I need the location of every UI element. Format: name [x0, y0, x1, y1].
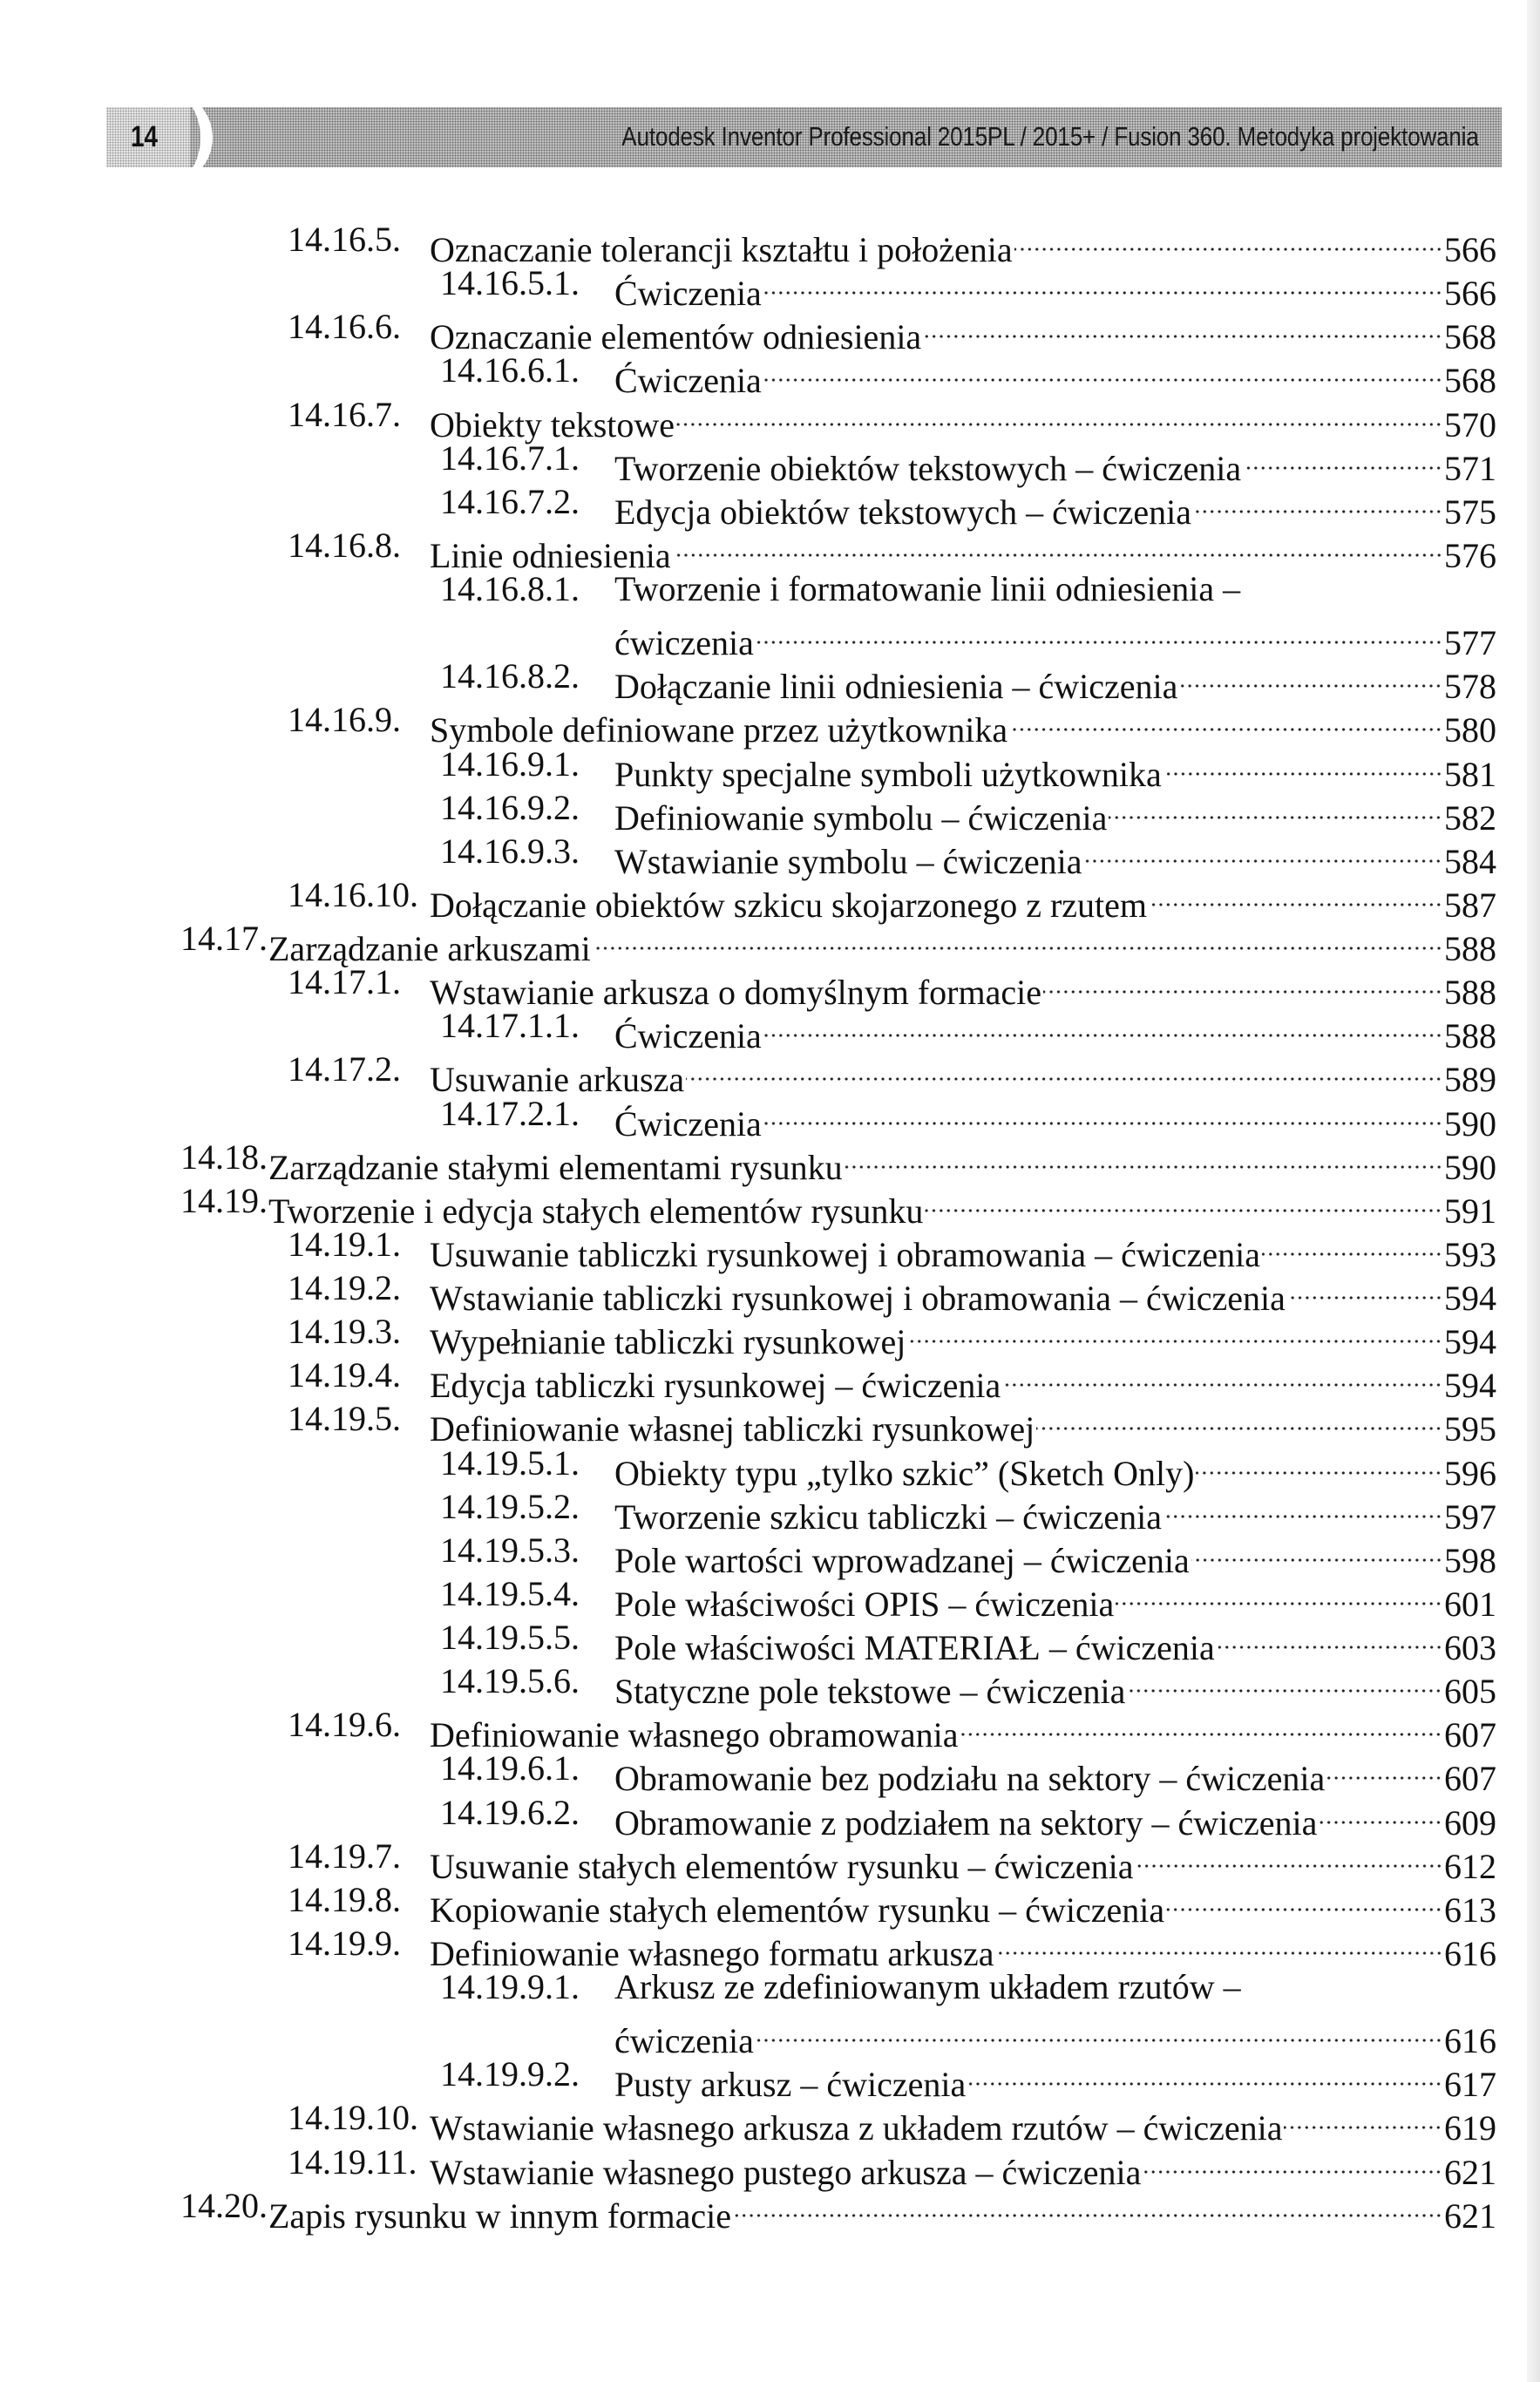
toc-entry-title: Usuwanie tabliczki rysunkowej i obramowania – ćwiczenia: [430, 1234, 1261, 1274]
dot-leader: [673, 524, 1442, 567]
toc-entry-number: 14.19.2.: [288, 1268, 401, 1307]
toc-entry-title: Ćwiczenia: [614, 1103, 762, 1143]
toc-entry-number: 14.19.9.: [288, 1923, 401, 1963]
toc-entry-number: 14.19.5.: [288, 1399, 401, 1439]
toc-entry-title: Definiowanie symbolu – ćwiczenia: [614, 797, 1108, 838]
header-page-number: 14: [131, 120, 159, 153]
toc-entry-number: 14.16.10.: [288, 874, 418, 914]
dot-leader: [756, 2009, 1442, 2053]
toc-entry-number: 14.18.: [180, 1137, 268, 1177]
toc-entry-continuation: [0, 611, 1540, 663]
toc-entry-page-number: 613: [1444, 1890, 1496, 1930]
toc-entry: [0, 1529, 1540, 1580]
toc-entry-number: 14.16.6.: [288, 307, 401, 347]
dot-leader: [1036, 1397, 1442, 1441]
toc-entry-number: 14.16.8.1.: [440, 569, 580, 608]
toc-entry-title: Pole wartości wprowadzanej – ćwiczenia: [614, 1540, 1190, 1580]
toc-entry-page-number: 616: [1444, 2021, 1496, 2061]
toc-entry-title: Zarządzanie stałymi elementami rysunku: [268, 1147, 843, 1187]
toc-entry: [0, 1266, 1540, 1318]
toc-entry-title: Wstawianie tabliczki rysunkowej i obramowania – ćwiczenia: [430, 1279, 1286, 1318]
toc-entry-title: Ćwiczenia: [614, 274, 762, 314]
dot-leader: [1014, 218, 1442, 261]
book-title: Autodesk Inventor Professional 2015PL / 2015+ / Fusion 360. Metodyka projektowania: [621, 121, 1479, 152]
dot-leader: [763, 261, 1442, 305]
toc-entry-title: Tworzenie szkicu tabliczki – ćwiczenia: [614, 1496, 1163, 1537]
toc-entry-number: 14.19.6.2.: [440, 1792, 580, 1832]
dot-leader: [925, 1179, 1442, 1223]
toc-entry-title: Wstawianie własnego pustego arkusza – ćwiczenia: [430, 2152, 1142, 2192]
running-header: [106, 107, 1502, 167]
dot-leader: [763, 1004, 1442, 1048]
toc-entry-number: 14.16.9.2.: [440, 787, 580, 827]
toc-entry-title: Obiekty typu „tylko szkic” (Sketch Only): [614, 1453, 1195, 1493]
table-of-contents: [0, 218, 1540, 2236]
dot-leader: [960, 1703, 1442, 1747]
toc-entry-page-number: 588: [1444, 929, 1496, 968]
toc-entry-number: 14.19.5.5.: [440, 1618, 580, 1657]
dot-leader: [1326, 1747, 1442, 1790]
toc-entry-page-number: 619: [1444, 2108, 1496, 2148]
toc-entry-title: Usuwanie stałych elementów rysunku – ćwiczenia: [430, 1846, 1134, 1886]
toc-entry-title: Edycja obiektów tekstowych – ćwiczenia: [614, 492, 1191, 532]
toc-entry-page-number: 605: [1444, 1672, 1496, 1712]
dot-leader: [1043, 960, 1442, 1004]
dot-leader: [1243, 437, 1442, 480]
toc-entry-number: 14.19.7.: [288, 1836, 401, 1876]
dot-leader: [1284, 2096, 1442, 2140]
dot-leader: [763, 349, 1442, 392]
toc-entry-page-number: 575: [1444, 492, 1496, 532]
toc-entry-title: Dołączanie linii odniesienia – ćwiczenia: [614, 667, 1178, 707]
toc-entry: [0, 1878, 1540, 1930]
toc-entry-page-number: 607: [1444, 1715, 1496, 1755]
toc-entry-number: 14.19.1.: [288, 1224, 401, 1264]
toc-entry-title: Ćwiczenia: [614, 1016, 762, 1056]
toc-entry-page-number: 616: [1444, 1933, 1496, 1973]
dot-leader: [923, 305, 1442, 349]
toc-entry-page-number: 570: [1444, 404, 1496, 445]
toc-entry: [0, 786, 1540, 838]
dot-leader: [676, 393, 1442, 437]
toc-entry-title: Obramowanie z podziałem na sektory – ćwiczenia: [614, 1802, 1318, 1842]
toc-entry-page-number: 566: [1444, 274, 1496, 314]
toc-entry-title: Wstawianie własnego arkusza z układem rzutów – ćwiczenia: [430, 2108, 1283, 2148]
toc-entry-page-number: 568: [1444, 317, 1496, 357]
toc-entry-number: 14.19.11.: [288, 2141, 417, 2182]
toc-entry-title: Wstawianie arkusza o domyślnym formacie: [430, 973, 1041, 1013]
toc-entry-title: Wypełnianie tabliczki rysunkowej: [430, 1322, 906, 1362]
toc-entry: [0, 1397, 1540, 1449]
toc-entry: [0, 698, 1540, 750]
dot-leader: [967, 2053, 1442, 2096]
toc-entry: [0, 1747, 1540, 1799]
toc-entry-title: Obramowanie bez podziału na sektory – ćwiczenia: [614, 1759, 1326, 1799]
toc-entry-number: 14.19.8.: [288, 1879, 401, 1919]
toc-entry-page-number: 589: [1444, 1060, 1496, 1100]
toc-entry: [0, 1310, 1540, 1362]
toc-entry: [0, 873, 1540, 925]
toc-entry: [0, 917, 1540, 968]
toc-entry-title: Statyczne pole tekstowe – ćwiczenia: [614, 1672, 1126, 1712]
toc-entry: [0, 2141, 1540, 2192]
dot-leader: [996, 1922, 1442, 1965]
dot-leader: [845, 1136, 1442, 1179]
dot-leader: [1149, 873, 1442, 917]
toc-entry-page-number: 609: [1444, 1802, 1496, 1842]
toc-entry-number: 14.16.7.1.: [440, 438, 580, 478]
toc-entry-number: 14.19.5.3.: [440, 1530, 580, 1570]
dot-leader: [1217, 1616, 1442, 1659]
toc-entry: [0, 261, 1540, 314]
toc-entry-title: Pole właściwości MATERIAŁ – ćwiczenia: [614, 1628, 1215, 1667]
toc-entry-page-number: 617: [1444, 2065, 1496, 2105]
toc-entry: [0, 1136, 1540, 1187]
toc-entry: [0, 1354, 1540, 1406]
toc-entry: [0, 2096, 1540, 2148]
dot-leader: [1009, 698, 1442, 742]
dot-leader: [1179, 655, 1442, 698]
toc-entry: [0, 743, 1540, 794]
toc-entry-page-number: 568: [1444, 361, 1496, 401]
toc-entry-number: 14.19.10.: [288, 2098, 418, 2138]
toc-entry: [0, 1572, 1540, 1624]
toc-entry-number: 14.16.6.1.: [440, 350, 580, 390]
toc-entry-number: 14.16.8.2.: [440, 656, 580, 696]
header-curve-separator: [159, 107, 213, 167]
toc-entry-number: 14.19.6.: [288, 1705, 401, 1745]
toc-entry: [0, 1659, 1540, 1712]
toc-entry-number: 14.19.5.4.: [440, 1573, 580, 1613]
toc-entry-title: Ćwiczenia: [614, 361, 762, 401]
toc-entry-page-number: 601: [1444, 1584, 1496, 1624]
toc-entry-number: 14.16.7.2.: [440, 481, 580, 521]
toc-entry: [0, 1703, 1540, 1755]
toc-entry-number: 14.19.5.1.: [440, 1442, 580, 1483]
toc-entry-title: Kopiowanie stałych elementów rysunku – ćwiczenia: [430, 1890, 1165, 1930]
dot-leader: [1193, 480, 1442, 524]
toc-entry-title: Definiowanie własnego obramowania: [430, 1715, 959, 1755]
toc-entry: [0, 1485, 1540, 1537]
toc-entry: [0, 1791, 1540, 1842]
toc-entry: [0, 567, 1540, 611]
toc-entry: [0, 524, 1540, 575]
toc-entry-page-number: 593: [1444, 1234, 1496, 1274]
toc-entry-title: Definiowanie własnego formatu arkusza: [430, 1933, 994, 1973]
toc-entry-page-number: 590: [1444, 1103, 1496, 1143]
toc-entry-number: 14.16.7.: [288, 394, 401, 434]
toc-entry-title: Tworzenie obiektów tekstowych – ćwiczenia: [614, 448, 1242, 488]
toc-entry: [0, 2184, 1540, 2236]
toc-entry: [0, 349, 1540, 401]
toc-entry-number: 14.19.4.: [288, 1355, 401, 1395]
dot-leader: [686, 1048, 1442, 1091]
toc-entry: [0, 1442, 1540, 1493]
toc-entry-number: 14.19.9.2.: [440, 2054, 580, 2094]
toc-entry-page-number: 594: [1444, 1366, 1496, 1406]
toc-entry-number: 14.16.8.: [288, 525, 401, 565]
toc-entry-title: Oznaczanie elementów odniesienia: [430, 317, 922, 357]
dot-leader: [1191, 1529, 1442, 1572]
toc-entry: [0, 480, 1540, 532]
toc-entry: [0, 437, 1540, 488]
toc-entry-title: Pusty arkusz – ćwiczenia: [614, 2065, 967, 2105]
toc-entry: [0, 1965, 1540, 2009]
toc-entry: [0, 393, 1540, 445]
toc-entry-title: Punkty specjalne symboli użytkownika: [614, 754, 1162, 794]
dot-leader: [1287, 1266, 1442, 1310]
toc-entry-page-number: 581: [1444, 754, 1496, 794]
toc-entry-page-number: 597: [1444, 1496, 1496, 1537]
toc-entry: [0, 1922, 1540, 1973]
toc-entry-page-number: 578: [1444, 667, 1496, 707]
toc-entry-page-number: 577: [1444, 623, 1496, 663]
toc-entry: [0, 1835, 1540, 1886]
toc-entry-title: Zarządzanie arkuszami: [268, 929, 591, 968]
toc-entry-title: Definiowanie własnej tabliczki rysunkowej: [430, 1409, 1035, 1449]
dot-leader: [1116, 1572, 1442, 1616]
toc-entry-page-number: 588: [1444, 973, 1496, 1013]
toc-entry-page-number: 566: [1444, 230, 1496, 269]
toc-entry-number: 14.17.1.1.: [440, 1006, 580, 1046]
dot-leader: [1127, 1659, 1442, 1703]
dot-leader: [1319, 1791, 1442, 1835]
toc-entry-title: Dołączanie obiektów szkicu skojarzonego z rzutem: [430, 885, 1148, 925]
toc-entry-page-number: 598: [1444, 1540, 1496, 1580]
toc-entry-number: 14.16.5.: [288, 220, 401, 259]
toc-entry-number: 14.19.5.6.: [440, 1661, 580, 1701]
toc-entry-page-number: 576: [1444, 535, 1496, 575]
toc-entry-page-number: 603: [1444, 1628, 1496, 1667]
toc-entry-number: 14.16.9.1.: [440, 743, 580, 784]
toc-entry-number: 14.20.: [180, 2185, 268, 2225]
dot-leader: [733, 2184, 1442, 2228]
toc-entry-number: 14.16.9.: [288, 700, 401, 740]
toc-entry-number: 14.16.5.1.: [440, 263, 580, 303]
toc-entry: [0, 305, 1540, 357]
toc-entry-continuation: [0, 2009, 1540, 2061]
toc-entry: [0, 1616, 1540, 1667]
toc-entry-page-number: 607: [1444, 1759, 1496, 1799]
toc-entry-page-number: 595: [1444, 1409, 1496, 1449]
toc-entry-title-continuation: ćwiczenia: [614, 2021, 754, 2061]
toc-entry-title: Tworzenie i formatowanie linii odniesienia –: [614, 569, 1241, 608]
toc-entry-title: Symbole definiowane przez użytkownika: [430, 710, 1008, 750]
toc-entry-page-number: 580: [1444, 710, 1496, 750]
toc-entry-page-number: 591: [1444, 1191, 1496, 1231]
toc-entry-page-number: 594: [1444, 1279, 1496, 1318]
toc-entry: [0, 830, 1540, 881]
toc-entry-title: Wstawianie symbolu – ćwiczenia: [614, 841, 1082, 881]
dot-leader: [1166, 1878, 1442, 1922]
toc-entry-title: Pole właściwości OPIS – ćwiczenia: [614, 1584, 1115, 1624]
dot-leader: [1196, 1442, 1442, 1485]
toc-entry-page-number: 594: [1444, 1322, 1496, 1362]
toc-entry-title: Arkusz ze zdefiniowanym układem rzutów –: [614, 1967, 1241, 2006]
dot-leader: [1163, 1485, 1442, 1529]
toc-entry-title-continuation: ćwiczenia: [614, 623, 754, 663]
toc-entry-page-number: 588: [1444, 1016, 1496, 1056]
toc-entry-number: 14.19.5.2.: [440, 1486, 580, 1526]
dot-leader: [1002, 1354, 1442, 1397]
dot-leader: [593, 917, 1442, 960]
dot-leader: [907, 1310, 1442, 1354]
toc-entry-page-number: 621: [1444, 2195, 1496, 2236]
toc-entry-title: Obiekty tekstowe: [430, 404, 675, 445]
toc-entry-page-number: 587: [1444, 885, 1496, 925]
toc-entry-line: [268, 2184, 1496, 2238]
toc-entry-page-number: 584: [1444, 841, 1496, 881]
toc-entry-title: Linie odniesienia: [430, 535, 671, 575]
toc-entry-title: Zapis rysunku w innym formacie: [268, 2195, 731, 2236]
toc-entry: [0, 960, 1540, 1013]
dot-leader: [1163, 743, 1442, 786]
toc-entry: [0, 1092, 1540, 1143]
toc-entry: [0, 218, 1540, 269]
toc-entry-title: Oznaczanie tolerancji kształtu i położenia: [430, 230, 1013, 269]
toc-entry-number: 14.19.9.1.: [440, 1967, 580, 2006]
dot-leader: [1083, 830, 1442, 873]
dot-leader: [756, 611, 1442, 655]
dot-leader: [763, 1092, 1442, 1136]
toc-entry-number: 14.17.1.: [288, 962, 401, 1002]
toc-entry: [0, 1223, 1540, 1274]
toc-entry-number: 14.16.9.3.: [440, 831, 580, 871]
toc-entry-number: 14.19.: [180, 1180, 268, 1220]
toc-entry-page-number: 612: [1444, 1846, 1496, 1886]
toc-entry: [0, 1179, 1540, 1231]
toc-entry-page-number: 621: [1444, 2152, 1496, 2192]
toc-entry-number: 14.19.6.1.: [440, 1748, 580, 1788]
toc-entry: [0, 2053, 1540, 2105]
dot-leader: [1262, 1223, 1442, 1266]
dot-leader: [1109, 786, 1442, 830]
toc-entry: [0, 655, 1540, 707]
toc-entry-page-number: 590: [1444, 1147, 1496, 1187]
dot-leader: [1136, 1835, 1442, 1878]
toc-entry-title: Tworzenie i edycja stałych elementów rysunku: [268, 1191, 924, 1231]
toc-entry: [0, 1048, 1540, 1100]
toc-entry-page-number: 582: [1444, 797, 1496, 838]
toc-entry-number: 14.17.: [180, 919, 268, 958]
toc-entry-page-number: 571: [1444, 448, 1496, 488]
toc-entry-number: 14.17.2.1.: [440, 1093, 580, 1133]
toc-entry-title: Usuwanie arkusza: [430, 1060, 685, 1100]
toc-entry-number: 14.19.3.: [288, 1312, 401, 1352]
toc-entry-number: 14.17.2.: [288, 1049, 401, 1089]
toc-entry-title: Edycja tabliczki rysunkowej – ćwiczenia: [430, 1366, 1001, 1406]
toc-entry: [0, 1004, 1540, 1056]
toc-entry-page-number: 596: [1444, 1453, 1496, 1493]
dot-leader: [1143, 2141, 1442, 2184]
